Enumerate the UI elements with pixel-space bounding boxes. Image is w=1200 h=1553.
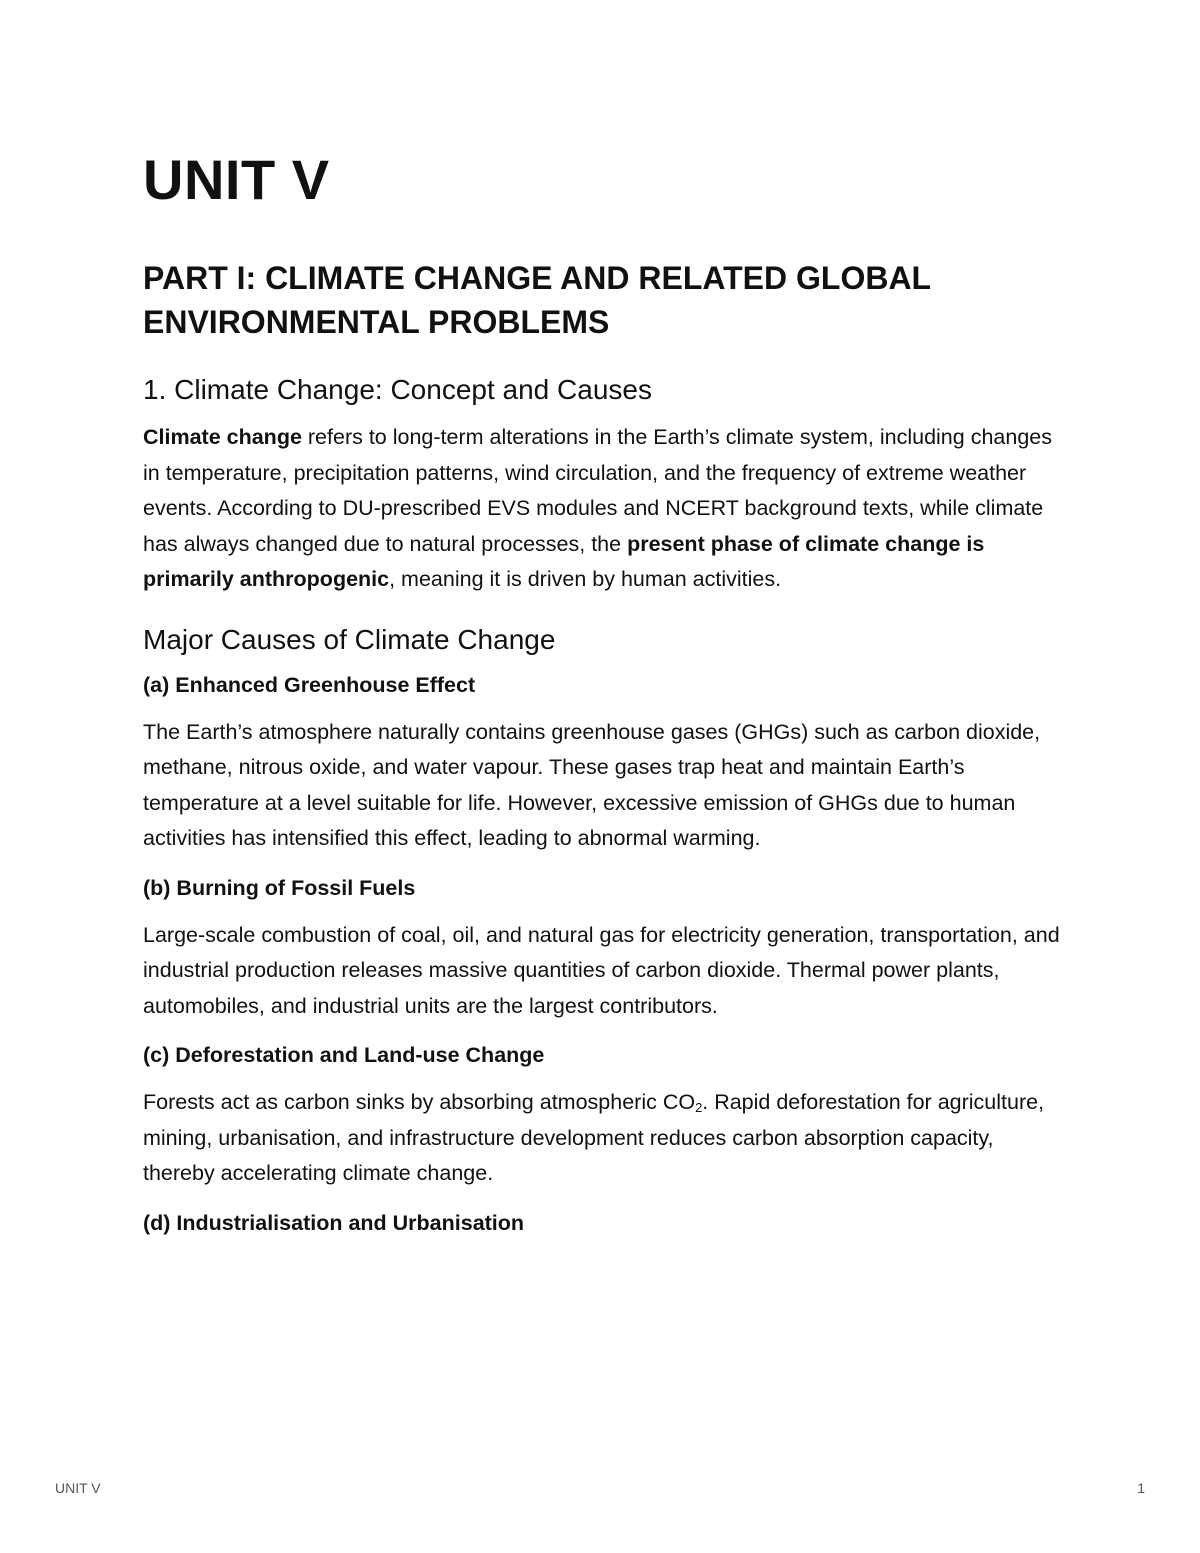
cause-a-body: The Earth’s atmosphere naturally contains greenhouse gases (GHGs) such as carbon dioxide, methane, nitrous oxide, and water vapour. These gases trap heat and maintain Earth’s temperature at a level suitable for life. However, excessive emission of GHGs due to human activities has intensified this effect, leading to abnormal warming.	[143, 719, 1041, 850]
footer-page-number: 1	[1137, 1480, 1145, 1496]
cause-b-body: Large-scale combustion of coal, oil, and natural gas for electricity generation, transportation, and industrial production releases massive quantities of carbon dioxide. Thermal power plants, automobiles, and industrial units are the largest contributors.	[143, 922, 1060, 1018]
cause-c-body-pre: Forests act as carbon sinks by absorbing atmospheric CO	[143, 1090, 696, 1114]
definition-emphasis: present phase of climate change is primarily anthropogenic	[143, 531, 985, 591]
footer-unit-label: UNIT V	[55, 1480, 101, 1496]
co2-subscript: 2	[695, 1100, 703, 1116]
cause-a-heading: (a) Enhanced Greenhouse Effect	[143, 672, 476, 697]
cause-c-body-post: . Rapid deforestation for agriculture, mining, urbanisation, and infrastructure development reduces carbon absorption capacity, thereby accelerating climate change.	[143, 1090, 1045, 1185]
cause-b-heading: (b) Burning of Fossil Fuels	[143, 875, 416, 900]
cause-c-body	[143, 1085, 1063, 1192]
part-title: PART I: CLIMATE CHANGE AND RELATED GLOBAL ENVIRONMENTAL PROBLEMS	[143, 260, 931, 340]
document-page	[143, 140, 1063, 1241]
section-title-major-causes: Major Causes of Climate Change	[143, 623, 556, 655]
section-title-climate-change: 1. Climate Change: Concept and Causes	[143, 374, 652, 405]
cause-c-heading: (c) Deforestation and Land-use Change	[143, 1043, 545, 1067]
unit-title: UNIT V	[143, 148, 330, 211]
cause-d-heading: (d) Industrialisation and Urbanisation	[143, 1210, 525, 1235]
definition-text-1: refers to long-term alterations in the Earth’s climate system, including changes in temperature, precipitation patterns, wind circulation, and the frequency of extreme weather events. According to DU-prescribed EVS modules and NCERT background texts, while climate has always changed due to natural processes, the	[143, 425, 1052, 556]
climate-change-definition	[143, 420, 1063, 598]
definition-text-2: , meaning it is driven by human activities.	[389, 567, 782, 591]
term-climate-change: Climate change	[143, 425, 302, 449]
